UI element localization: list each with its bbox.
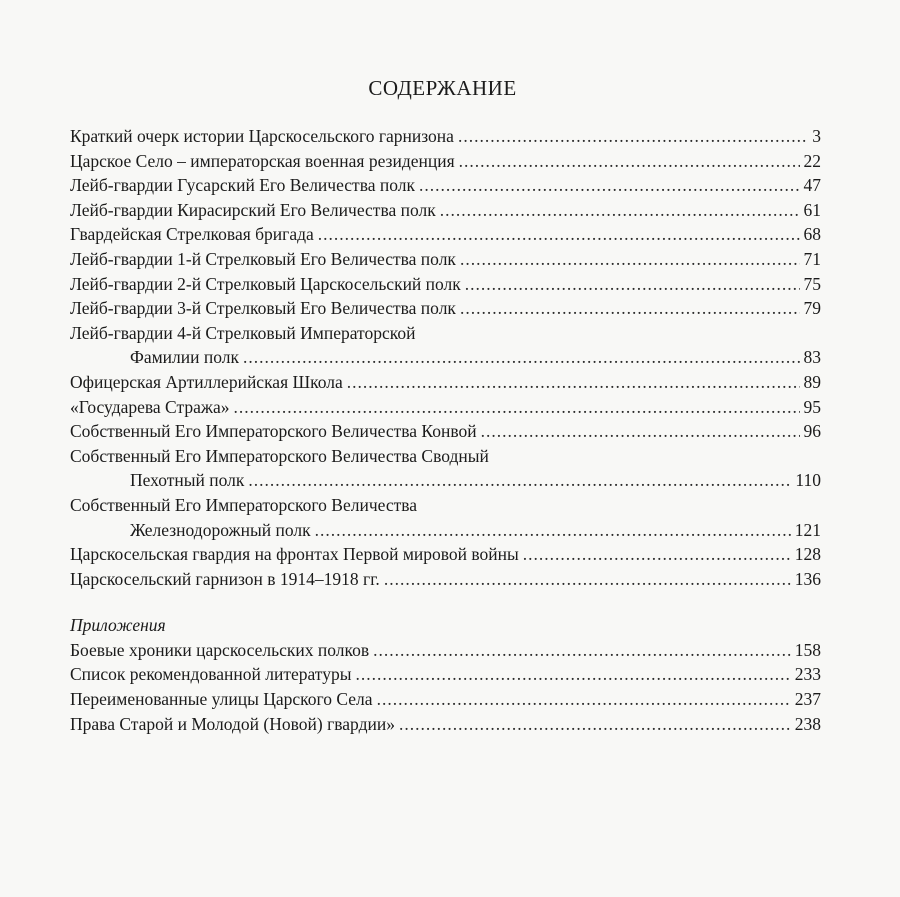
toc-entry-continuation bbox=[70, 468, 821, 493]
toc-page-number: 121 bbox=[794, 519, 821, 540]
toc-page-number: 136 bbox=[794, 568, 821, 589]
toc-page-number: 83 bbox=[803, 347, 821, 368]
toc-entry-title: Царское Село – императорская военная резиденция bbox=[70, 150, 455, 171]
toc-entry-title: Краткий очерк истории Царскосельского гарнизона bbox=[70, 126, 454, 146]
toc-leader-dots bbox=[373, 638, 791, 663]
toc-entry-title: Собственный Его Императорского Величества Сводный bbox=[70, 445, 489, 466]
toc-entry-title: Лейб-гвардии Кирасирский Его Величества полк bbox=[70, 199, 436, 220]
toc-leader-dots bbox=[481, 419, 800, 444]
toc-leader-dots bbox=[440, 198, 800, 223]
toc-entry bbox=[70, 542, 821, 567]
toc-page-number: 3 bbox=[812, 126, 821, 146]
toc-page-number: 110 bbox=[795, 470, 821, 491]
toc-entry-title: Пехотный полк bbox=[130, 470, 245, 491]
toc-page-number: 75 bbox=[803, 273, 821, 294]
toc-entry-title: Офицерская Артиллерийская Школа bbox=[70, 371, 343, 392]
toc-leader-dots bbox=[248, 468, 791, 493]
toc-entry-title: Переименованные улицы Царского Села bbox=[70, 689, 373, 710]
toc-leader-dots bbox=[460, 247, 800, 272]
toc-entry-title: Боевые хроники царскосельских полков bbox=[70, 639, 370, 660]
toc-leader-dots bbox=[458, 124, 808, 149]
toc-entry-first-line bbox=[70, 321, 821, 346]
toc-appendix-entry bbox=[70, 712, 821, 737]
section-spacer bbox=[70, 591, 821, 613]
toc-page-number: 68 bbox=[803, 224, 821, 245]
toc-entry-title: Железнодорожный полк bbox=[130, 519, 311, 540]
toc-leader-dots bbox=[315, 518, 791, 543]
toc-entry bbox=[70, 419, 821, 444]
toc-page-number: 233 bbox=[794, 664, 821, 685]
toc-entry bbox=[70, 296, 821, 321]
toc-entry bbox=[70, 124, 821, 149]
toc-entry-title: Лейб-гвардии 4-й Стрелковый Императорской bbox=[70, 322, 416, 343]
toc-entry-first-line bbox=[70, 493, 821, 518]
toc-leader-dots bbox=[465, 272, 800, 297]
toc-entry-title: Список рекомендованной литературы bbox=[70, 664, 352, 685]
toc-leader-dots bbox=[347, 370, 800, 395]
toc-entry bbox=[70, 247, 821, 272]
appendix-heading: Приложения bbox=[70, 615, 166, 636]
toc-entry-title: Фамилии полк bbox=[130, 347, 239, 368]
toc-page-number: 95 bbox=[803, 396, 821, 417]
toc-entry bbox=[70, 173, 821, 198]
toc-leader-dots bbox=[355, 662, 790, 687]
toc-entry bbox=[70, 198, 821, 223]
toc-leader-dots bbox=[460, 296, 800, 321]
toc-entry bbox=[70, 395, 821, 420]
toc-page-number: 238 bbox=[794, 713, 821, 734]
toc-page-number: 79 bbox=[803, 298, 821, 319]
toc-entry bbox=[70, 149, 821, 174]
toc-entry-title: Права Старой и Молодой (Новой) гвардии» bbox=[70, 713, 395, 734]
toc-entry-title: Лейб-гвардии Гусарский Его Величества полк bbox=[70, 175, 416, 196]
toc-entry bbox=[70, 272, 821, 297]
table-of-contents bbox=[70, 124, 821, 736]
toc-leader-dots bbox=[459, 149, 800, 174]
toc-appendix-entry bbox=[70, 687, 821, 712]
toc-entry bbox=[70, 222, 821, 247]
toc-leader-dots bbox=[419, 173, 799, 198]
toc-entry-continuation bbox=[70, 518, 821, 543]
toc-entry-title: Собственный Его Императорского Величества bbox=[70, 494, 418, 515]
toc-entry-title: Царскосельский гарнизон в 1914–1918 гг. bbox=[70, 568, 380, 589]
toc-entry-title: Лейб-гвардии 3-й Стрелковый Его Величества полк bbox=[70, 298, 456, 319]
toc-entry-first-line bbox=[70, 444, 821, 469]
toc-entry-title: Лейб-гвардии 1-й Стрелковый Его Величества полк bbox=[70, 248, 456, 269]
toc-entry-title: «Государева Стража» bbox=[70, 396, 230, 417]
toc-leader-dots bbox=[318, 222, 800, 247]
toc-page-number: 61 bbox=[803, 199, 821, 220]
toc-entry-title: Гвардейская Стрелковая бригада bbox=[70, 224, 314, 245]
toc-appendix-entry bbox=[70, 638, 821, 663]
toc-page-number: 128 bbox=[794, 544, 821, 565]
toc-appendix-entry bbox=[70, 662, 821, 687]
toc-page-number: 22 bbox=[803, 150, 821, 171]
toc-page-number: 158 bbox=[794, 639, 821, 660]
toc-entry-title: Собственный Его Императорского Величества Конвой bbox=[70, 421, 477, 442]
toc-entry-continuation bbox=[70, 345, 821, 370]
toc-leader-dots bbox=[234, 395, 800, 420]
toc-page-number: 47 bbox=[803, 175, 821, 196]
toc-leader-dots bbox=[377, 687, 791, 712]
toc-entry-title: Лейб-гвардии 2-й Стрелковый Царскосельский полк bbox=[70, 273, 461, 294]
toc-leader-dots bbox=[243, 345, 800, 370]
toc-entry-title: Царскосельская гвардия на фронтах Первой мировой войны bbox=[70, 544, 519, 565]
toc-page-number: 237 bbox=[794, 689, 821, 710]
toc-page-number: 96 bbox=[803, 421, 821, 442]
toc-leader-dots bbox=[523, 542, 791, 567]
toc-entry bbox=[70, 567, 821, 592]
toc-page-number: 89 bbox=[803, 371, 821, 392]
toc-leader-dots bbox=[399, 712, 791, 737]
page-title: СОДЕРЖАНИЕ bbox=[368, 76, 517, 100]
toc-page-number: 71 bbox=[803, 248, 821, 269]
toc-leader-dots bbox=[384, 567, 791, 592]
toc-entry bbox=[70, 370, 821, 395]
